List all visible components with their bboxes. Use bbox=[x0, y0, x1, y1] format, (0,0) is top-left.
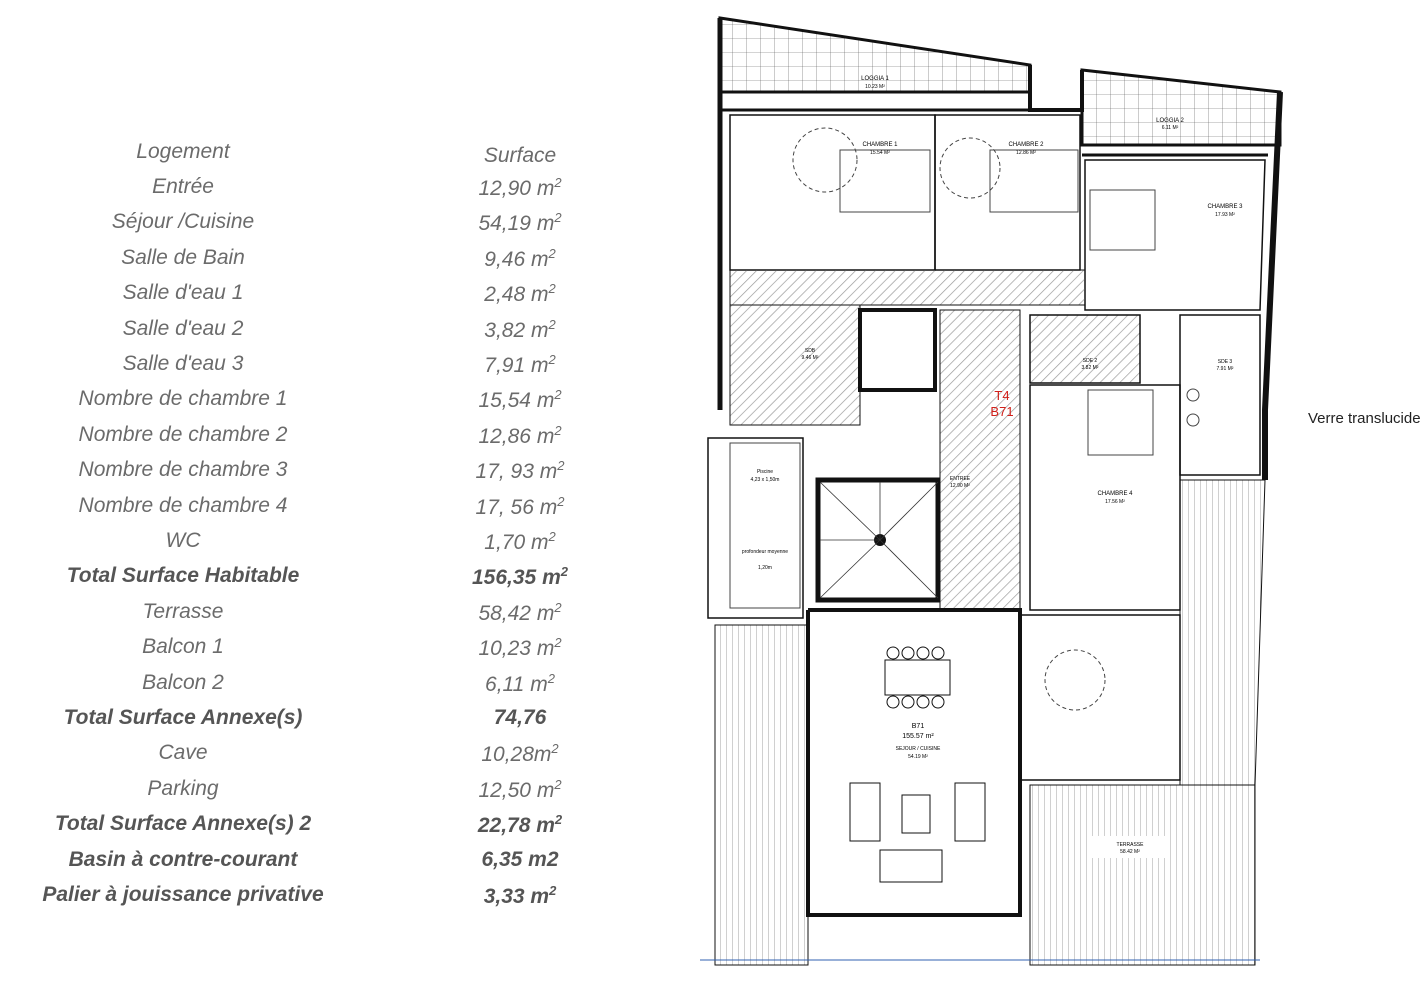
row-value bbox=[440, 458, 600, 484]
sejour-label: SEJOUR / CUISINE bbox=[895, 746, 941, 752]
sejour-area: 54.19 M² bbox=[908, 754, 928, 760]
surface-table bbox=[0, 0, 660, 1006]
row-value-exponent: 2 bbox=[557, 493, 565, 509]
lot-center-area: 155.57 m² bbox=[902, 733, 934, 740]
terrasse-label: TERRASSE bbox=[1116, 842, 1144, 848]
sde-3 bbox=[1180, 315, 1260, 475]
row-value-exponent: 2 bbox=[551, 741, 559, 757]
row-value bbox=[440, 423, 600, 449]
table-row bbox=[0, 600, 660, 632]
loggia2-area: 6.11 M² bbox=[1161, 125, 1179, 131]
sde-2 bbox=[1030, 315, 1140, 383]
table-header-row bbox=[0, 140, 660, 172]
loggia1-area: 10.23 M² bbox=[865, 84, 885, 90]
table-row bbox=[0, 883, 660, 915]
pool-label: Piscine bbox=[756, 469, 774, 475]
table-row bbox=[0, 423, 660, 455]
row-label: Parking bbox=[147, 776, 219, 800]
chambre4-label: CHAMBRE 4 bbox=[1097, 491, 1133, 497]
row-value bbox=[440, 494, 600, 520]
header-surface: Surface bbox=[483, 144, 557, 167]
row-value-text: 15,54 m bbox=[478, 389, 555, 413]
row-value-exponent: 2 bbox=[554, 210, 562, 226]
row-label: Nombre de chambre 2 bbox=[78, 422, 288, 446]
table-row bbox=[0, 529, 660, 561]
table-row bbox=[0, 777, 660, 809]
stairwell bbox=[818, 480, 938, 600]
row-value bbox=[440, 317, 600, 343]
header-logement: Logement bbox=[136, 140, 230, 163]
row-label: Terrasse bbox=[142, 599, 224, 623]
row-label: WC bbox=[165, 529, 201, 552]
row-value bbox=[440, 246, 600, 272]
sde2-area: 3.82 M² bbox=[1081, 365, 1099, 371]
row-label: Salle d'eau 3 bbox=[122, 352, 244, 375]
row-label: Salle d'eau 1 bbox=[122, 281, 244, 305]
table-row bbox=[0, 564, 660, 596]
row-value bbox=[440, 600, 600, 626]
chambre2-label: CHAMBRE 2 bbox=[1008, 142, 1044, 148]
row-value-text: 6,35 m2 bbox=[481, 847, 559, 871]
lot-center-number: B71 bbox=[911, 723, 925, 730]
chambre3-area: 17.93 M² bbox=[1215, 212, 1235, 218]
row-label: Total Surface Annexe(s) 2 bbox=[54, 812, 312, 836]
chambre1-label: CHAMBRE 1 bbox=[862, 142, 898, 148]
table-row bbox=[0, 741, 660, 773]
table-row bbox=[0, 317, 660, 349]
table-row bbox=[0, 671, 660, 703]
row-value bbox=[440, 812, 600, 838]
chambre1-area: 15.54 M² bbox=[870, 150, 890, 156]
row-label: Salle d'eau 2 bbox=[122, 316, 244, 340]
table-row bbox=[0, 635, 660, 667]
terrasse-area: 58.42 M² bbox=[1120, 849, 1140, 855]
sde2-label: SDE 2 bbox=[1082, 358, 1098, 364]
row-value-text: 156,35 m bbox=[472, 566, 561, 590]
row-value-text: 12,90 m bbox=[478, 177, 555, 200]
pool bbox=[708, 438, 803, 618]
row-value-text: 6,11 m bbox=[485, 672, 548, 696]
row-label: Entrée bbox=[152, 175, 214, 198]
row-value-text: 10,28m bbox=[481, 743, 552, 767]
floor-plan bbox=[690, 10, 1422, 975]
row-label: Cave bbox=[158, 741, 208, 765]
sdb-label: SDB bbox=[804, 348, 816, 354]
row-label: Total Surface Habitable bbox=[66, 564, 300, 588]
sdb-area: 9.46 M² bbox=[801, 355, 819, 361]
table-row bbox=[0, 812, 660, 844]
row-value-text: 54,19 m bbox=[478, 212, 555, 236]
row-value bbox=[440, 848, 600, 872]
row-value bbox=[440, 529, 600, 555]
row-value bbox=[440, 387, 600, 413]
row-value-exponent: 2 bbox=[554, 422, 562, 438]
table-row bbox=[0, 175, 660, 207]
row-value bbox=[440, 741, 600, 767]
row-value-exponent: 2 bbox=[547, 670, 555, 686]
row-value-exponent: 2 bbox=[548, 529, 556, 544]
row-value-exponent: 2 bbox=[554, 776, 562, 792]
row-value-exponent: 2 bbox=[549, 883, 557, 898]
row-value-text: 74,76 bbox=[493, 706, 547, 729]
row-label: Nombre de chambre 3 bbox=[78, 458, 288, 482]
row-label: Balcon 2 bbox=[142, 670, 224, 694]
chambre-1 bbox=[730, 115, 935, 270]
row-value bbox=[440, 210, 600, 236]
row-value-exponent: 2 bbox=[554, 599, 562, 615]
row-value bbox=[440, 635, 600, 661]
lot-type: T4 bbox=[994, 388, 1010, 403]
chambre2-area: 12.86 M² bbox=[1016, 150, 1036, 156]
loggia1-label: LOGGIA 1 bbox=[861, 76, 889, 82]
row-value-text: 22,78 m bbox=[477, 814, 555, 838]
row-label: Basin à contre-courant bbox=[68, 847, 298, 871]
row-value-exponent: 2 bbox=[557, 458, 565, 474]
row-label: Palier à jouissance privative bbox=[42, 883, 324, 906]
row-value-exponent: 2 bbox=[548, 352, 556, 367]
row-label: Nombre de chambre 4 bbox=[78, 493, 288, 517]
table-row bbox=[0, 246, 660, 278]
table-row bbox=[0, 210, 660, 242]
chambre-3 bbox=[1085, 160, 1265, 310]
row-value-text: 7,91 m bbox=[484, 354, 549, 377]
row-value-exponent: 2 bbox=[548, 245, 556, 261]
row-value bbox=[440, 706, 600, 730]
lot-number: B71 bbox=[990, 404, 1014, 419]
loggia2-label: LOGGIA 2 bbox=[1156, 118, 1184, 124]
pool-dims: 4,23 x 1,50m bbox=[750, 477, 780, 483]
row-value-text: 1,70 m bbox=[484, 531, 549, 554]
row-value-exponent: 2 bbox=[554, 812, 563, 828]
entree-label: ENTREE bbox=[949, 476, 971, 482]
row-value-exponent: 2 bbox=[548, 316, 556, 332]
table-row bbox=[0, 706, 660, 738]
row-value-exponent: 2 bbox=[554, 387, 562, 403]
row-value bbox=[440, 175, 600, 201]
pool-depth-label: profondeur moyenne bbox=[741, 549, 789, 555]
row-value-text: 17, 56 m bbox=[475, 495, 558, 519]
row-value-text: 58,42 m bbox=[478, 601, 555, 625]
row-value bbox=[440, 883, 600, 909]
table-row bbox=[0, 352, 660, 384]
row-label: Salle de Bain bbox=[121, 245, 245, 269]
verre-translucide-note: Verre translucide bbox=[1308, 410, 1421, 427]
row-value-text: 9,46 m bbox=[484, 247, 549, 271]
chambre-2 bbox=[935, 115, 1080, 270]
loggia-2 bbox=[1082, 70, 1280, 145]
table-row bbox=[0, 494, 660, 526]
sde3-area: 7.91 M² bbox=[1216, 366, 1234, 372]
row-value bbox=[440, 281, 600, 307]
chambre4-area: 17.56 M² bbox=[1105, 499, 1125, 505]
loggia-1 bbox=[720, 18, 1030, 92]
row-value bbox=[440, 671, 600, 697]
row-value-text: 3,82 m bbox=[484, 318, 549, 342]
entree-area: 12.90 M² bbox=[950, 483, 970, 489]
row-value-exponent: 2 bbox=[554, 635, 562, 651]
row-value-text: 3,33 m bbox=[483, 885, 550, 908]
row-value-text: 12,86 m bbox=[478, 424, 555, 448]
row-value-exponent: 2 bbox=[560, 564, 568, 580]
row-value bbox=[440, 777, 600, 803]
row-label: Total Surface Annexe(s) bbox=[63, 706, 303, 729]
row-value-text: 2,48 m bbox=[484, 283, 549, 307]
sde3-label: SDE 3 bbox=[1217, 359, 1233, 365]
row-value bbox=[440, 352, 600, 378]
chambre-4 bbox=[1030, 385, 1180, 610]
row-value-text: 12,50 m bbox=[478, 778, 555, 802]
table-row bbox=[0, 281, 660, 313]
row-value-exponent: 2 bbox=[548, 281, 556, 297]
row-value-text: 10,23 m bbox=[478, 637, 555, 661]
pool-depth: 1,20m bbox=[758, 565, 772, 571]
row-value bbox=[440, 564, 600, 590]
row-label: Séjour /Cuisine bbox=[111, 210, 255, 234]
row-value-exponent: 2 bbox=[554, 175, 562, 190]
chambre3-label: CHAMBRE 3 bbox=[1207, 204, 1243, 210]
row-label: Nombre de chambre 1 bbox=[78, 387, 288, 411]
row-value-text: 17, 93 m bbox=[475, 460, 558, 484]
table-row bbox=[0, 848, 660, 880]
table-row bbox=[0, 458, 660, 490]
table-row bbox=[0, 387, 660, 419]
row-label: Balcon 1 bbox=[142, 635, 224, 659]
